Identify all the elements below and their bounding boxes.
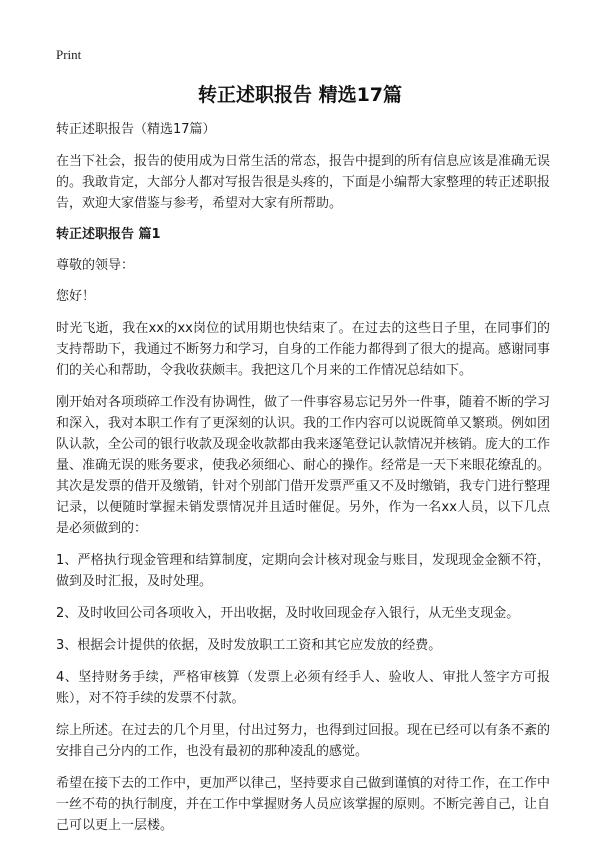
greeting: 您好！: [56, 289, 96, 304]
body-paragraph: 希望在接下去的工作中，更加严以律己，坚持要求自己做到谨慎的对待工作，在工作中一丝不苟的执行制度，并在工作中掌握财务人员应该掌握的原则。不断完善自己，让自己可以更上一层楼。: [56, 776, 551, 833]
section-heading: 转正述职报告 篇1: [56, 227, 161, 242]
body-paragraph: 综上所述。在过去的几个月里，付出过努力，也得到过回报。现在已经可以有条不紊的安排自己分内的工作，也没有最初的那种凌乱的感觉。: [56, 723, 551, 759]
list-item-paragraph: 4、坚持财务手续，严格审核算（发票上必须有经手人、验收人、审批人签字方可报账），对不符手续的发票不付款。: [56, 670, 550, 706]
list-item-paragraph: 1、严格执行现金管理和结算制度，定期向会计核对现金与账目，发现现金金额不符，做到及时汇报，及时处理。: [56, 553, 550, 589]
document-subtitle: 转正述职报告（精选17篇）: [56, 122, 216, 137]
intro-paragraph: 在当下社会，报告的使用成为日常生活的常态，报告中提到的所有信息应该是准确无误的。我敢肯定，大部分人都对写报告很是头疼的，下面是小编帮大家整理的转正述职报告，欢迎大家借鉴与参考，希望对大家有所帮助。: [56, 154, 551, 211]
salutation: 尊敬的领导：: [56, 258, 135, 273]
document-body: [56, 120, 550, 847]
print-link[interactable]: Print: [56, 47, 82, 62]
list-item-paragraph: 3、根据会计提供的依据，及时发放职工工资和其它应发放的经费。: [56, 638, 442, 653]
body-paragraph: 时光飞逝，我在xx的xx岗位的试用期也快结束了。在过去的这些日子里，在同事们的支持帮助下，我通过不断努力和学习，自身的工作能力都得到了很大的提高。感谢同事们的关心和帮助，令我收获颇丰。我把这几个月来的工作情况总结如下。: [56, 321, 551, 378]
list-item-paragraph: 2、及时收回公司各项收入，开出收据，及时收回现金存入银行，从无坐支现金。: [56, 606, 520, 621]
body-paragraph: 刚开始对各项琐碎工作没有协调性，做了一件事容易忘记另外一件事，随着不断的学习和深入，我对本职工作有了更深刻的认识。我的工作内容可以说既简单又繁琐。例如团队认款，全公司的银行收款及现金收款都由我来逐笔登记认款情况并核销。庞大的工作量、准确无误的账务要求，使我必须细心、耐心的操作。经常是一天下来眼花缭乱的。其次是发票的借开及缴销，针对个别部门借开发票严重又不及时缴销，我专门进行整理记录，以便随时掌握未销发票情况并且适时催促。另外，作为一名xx人员，以下几点是必须做到的：: [56, 395, 551, 536]
page-title: 转正述职报告 精选17篇: [197, 84, 403, 106]
